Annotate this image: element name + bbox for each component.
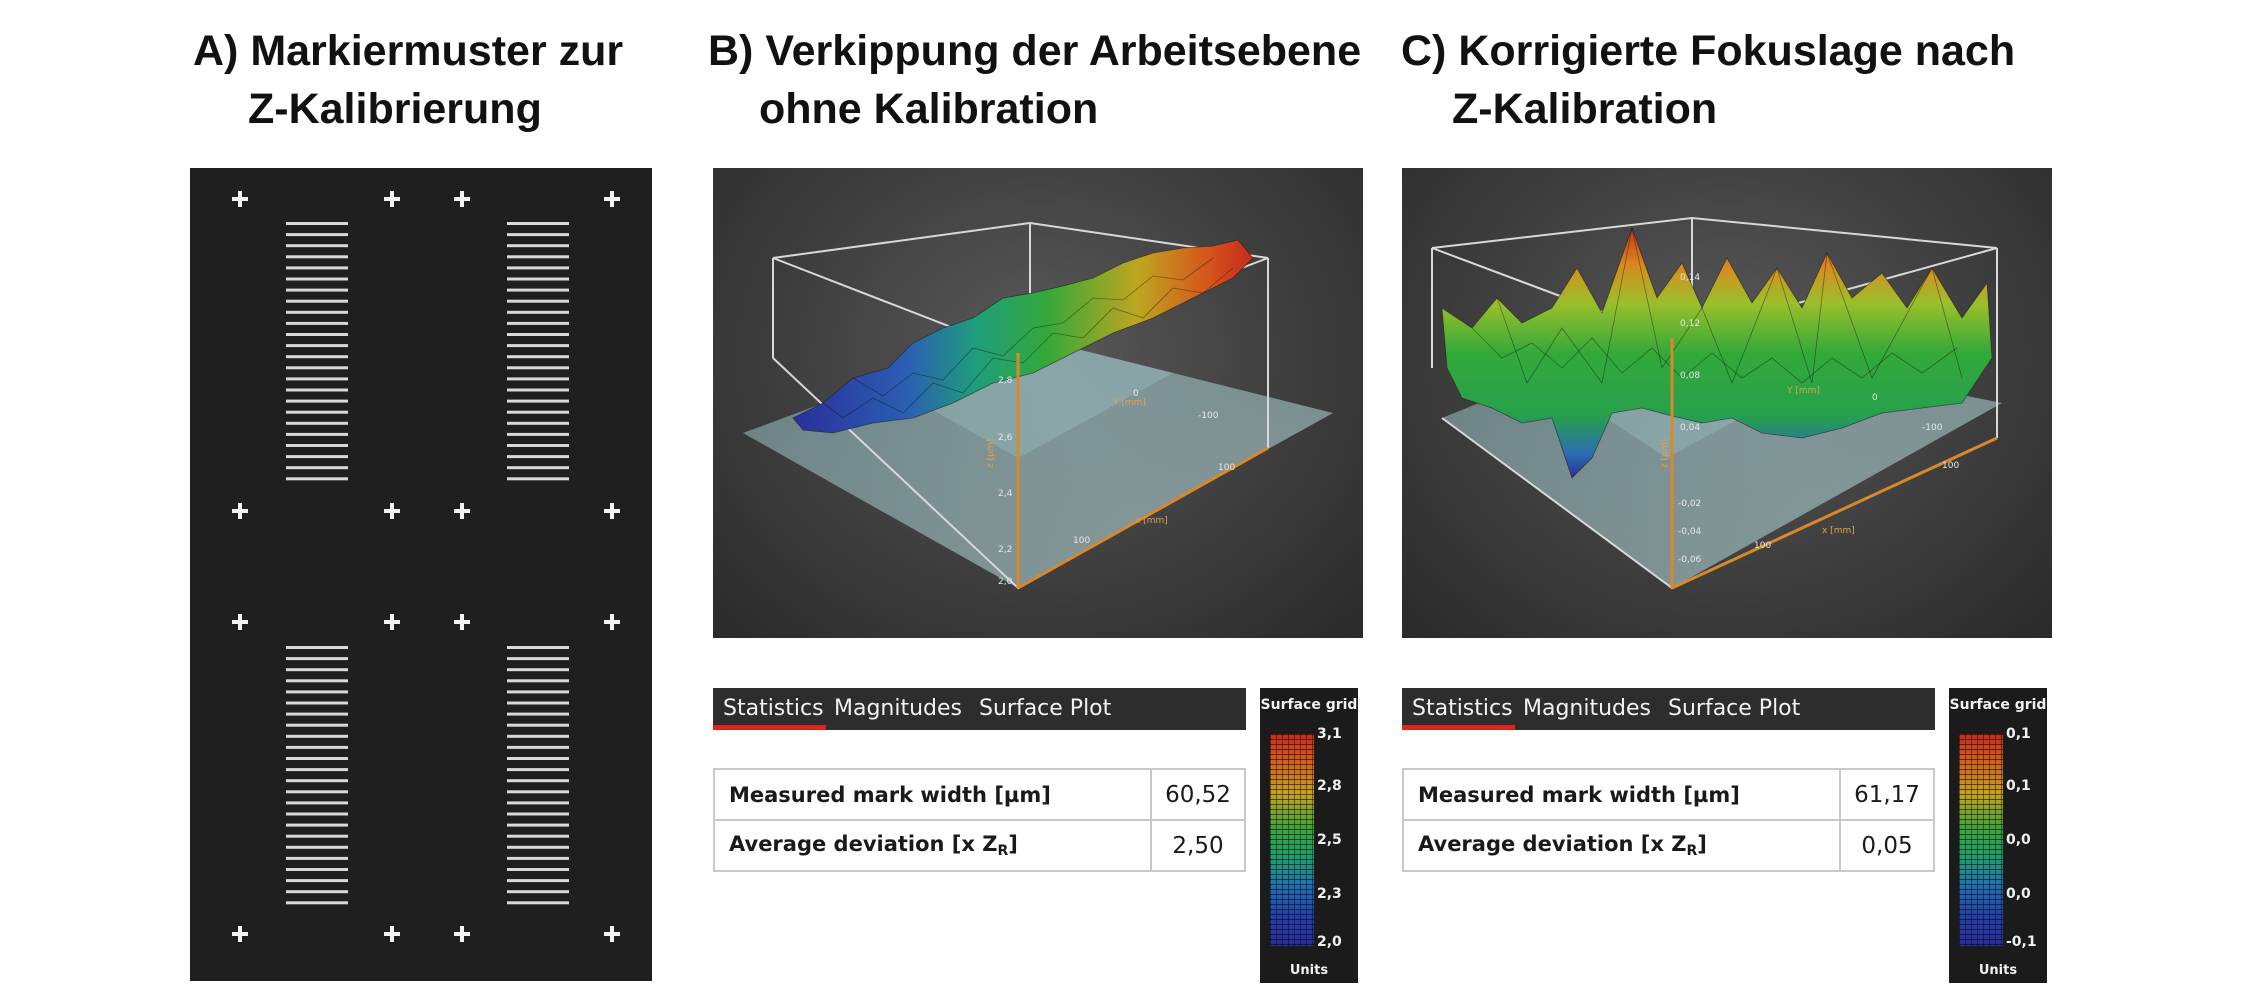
cross-marker [384,614,400,630]
heading-a-prefix: A) [193,27,239,75]
row-label-sub: R [997,843,1009,859]
y-tick: -100 [1198,411,1219,421]
statistics-table-b [713,768,1246,872]
table-row [1403,820,1934,871]
tab-bar-c [1402,688,1935,730]
z-tick: 2,6 [998,433,1013,443]
z-axis-label: z [µm] [1660,438,1670,468]
calibration-pattern-graphic [190,168,652,981]
heading-c-prefix: C) [1401,27,1447,75]
cross-marker [232,191,248,207]
table-row [714,820,1245,871]
color-legend-b [1260,688,1358,983]
legend-tick: 0,0 [2006,832,2031,848]
cross-marker [604,503,620,519]
z-tick: 0,08 [1680,371,1701,381]
legend-title: Surface grid [1260,697,1358,713]
surface-plot-b [713,168,1363,638]
calibration-pattern-image [190,168,652,981]
row-label-end: ] [1008,832,1018,856]
cross-marker [604,191,620,207]
z-tick: 2,0 [998,577,1013,587]
line-grating [507,646,569,904]
active-tab-indicator [1402,725,1515,730]
heading-b-line2: ohne Kalibration [759,85,1099,133]
color-legend-c [1949,688,2047,983]
row-value: 61,17 [1840,769,1934,820]
cross-marker [384,503,400,519]
row-label [1403,820,1840,871]
legend-color-bar [1959,734,2003,946]
x-tick: 100 [1754,541,1772,551]
legend-units: Units [1978,963,2018,978]
row-value: 0,05 [1840,820,1934,871]
heading-a-line1: Markiermuster zur [250,27,624,75]
row-value: 2,50 [1151,820,1245,871]
legend-color-bar [1270,734,1314,946]
z-tick: -0,06 [1678,555,1702,565]
line-grating [507,222,569,480]
z-axis-label: z [µm] [986,438,996,468]
y-tick: 0 [1133,389,1139,399]
z-tick: 0,04 [1680,423,1701,433]
row-label: Measured mark width [µm] [714,769,1151,820]
z-tick: -0,04 [1678,527,1702,537]
row-value: 60,52 [1151,769,1245,820]
cross-marker [454,191,470,207]
legend-tick: 0,0 [2006,886,2031,902]
cross-marker [384,191,400,207]
table-row [1403,769,1934,820]
legend-tick: 3,1 [1317,726,1342,742]
row-label-end: ] [1697,832,1707,856]
heading-a [193,22,623,138]
legend-tick: -0,1 [2006,934,2037,950]
tab-magnitudes[interactable]: Magnitudes [1523,696,1652,721]
heading-c [1401,22,2015,138]
tab-statistics[interactable]: Statistics [1412,696,1513,721]
x-tick: 100 [1073,536,1091,546]
heading-c-line2: Z-Kalibration [1452,85,1718,133]
active-tab-indicator [713,725,826,730]
heading-b-line1: Verkippung der Arbeitsebene [765,27,1362,75]
surface-plot-view-b[interactable] [713,168,1363,638]
y-tick: 100 [1942,461,1960,471]
cross-marker [454,926,470,942]
y-tick: 0 [1872,393,1878,403]
row-label-sub: R [1686,843,1698,859]
legend-tick: 2,5 [1317,832,1342,848]
y-axis-label: Y [mm] [1787,386,1820,396]
cross-marker [232,503,248,519]
z-tick: -0,02 [1678,499,1702,509]
legend-tick: 2,8 [1317,778,1342,794]
x-axis-label: x [mm] [1822,526,1855,536]
heading-c-line1: Korrigierte Fokuslage nach [1458,27,2016,75]
z-tick: 0,14 [1680,273,1701,283]
y-tick: 100 [1218,463,1236,473]
y-tick: -100 [1922,423,1943,433]
table-row [714,769,1245,820]
cross-marker [384,926,400,942]
legend-tick: 2,0 [1317,934,1342,950]
z-tick: 2,4 [998,489,1013,499]
cross-marker [454,614,470,630]
tab-statistics[interactable]: Statistics [723,696,824,721]
tab-bar-b [713,688,1246,730]
z-tick: 0,12 [1680,319,1701,329]
legend-tick: 0,1 [2006,778,2031,794]
legend-units: Units [1289,963,1329,978]
z-tick: 2,8 [998,376,1013,386]
tab-surface-plot[interactable]: Surface Plot [1668,696,1801,721]
row-label-main: Average deviation [x Z [729,832,998,856]
heading-a-line2: Z-Kalibrierung [248,85,542,133]
z-tick: 2,2 [998,545,1013,555]
surface-plot-c [1402,168,2052,638]
surface-plot-view-c[interactable] [1402,168,2052,638]
heading-b [708,22,1361,138]
cross-marker [604,926,620,942]
legend-title: Surface grid [1949,697,2047,713]
cross-marker [604,614,620,630]
row-label: Measured mark width [µm] [1403,769,1840,820]
row-label-main: Average deviation [x Z [1418,832,1687,856]
legend-tick: 0,1 [2006,726,2031,742]
y-axis-label: Y [mm] [1113,398,1146,408]
cross-marker [454,503,470,519]
x-axis-label: x [mm] [1135,516,1168,526]
heading-b-prefix: B) [708,27,754,75]
tab-magnitudes[interactable]: Magnitudes [834,696,963,721]
cross-marker [232,614,248,630]
legend-tick: 2,3 [1317,886,1342,902]
tab-surface-plot[interactable]: Surface Plot [979,696,1112,721]
statistics-table-c [1402,768,1935,872]
cross-marker [232,926,248,942]
line-grating [286,222,348,480]
line-grating [286,646,348,904]
row-label [714,820,1151,871]
